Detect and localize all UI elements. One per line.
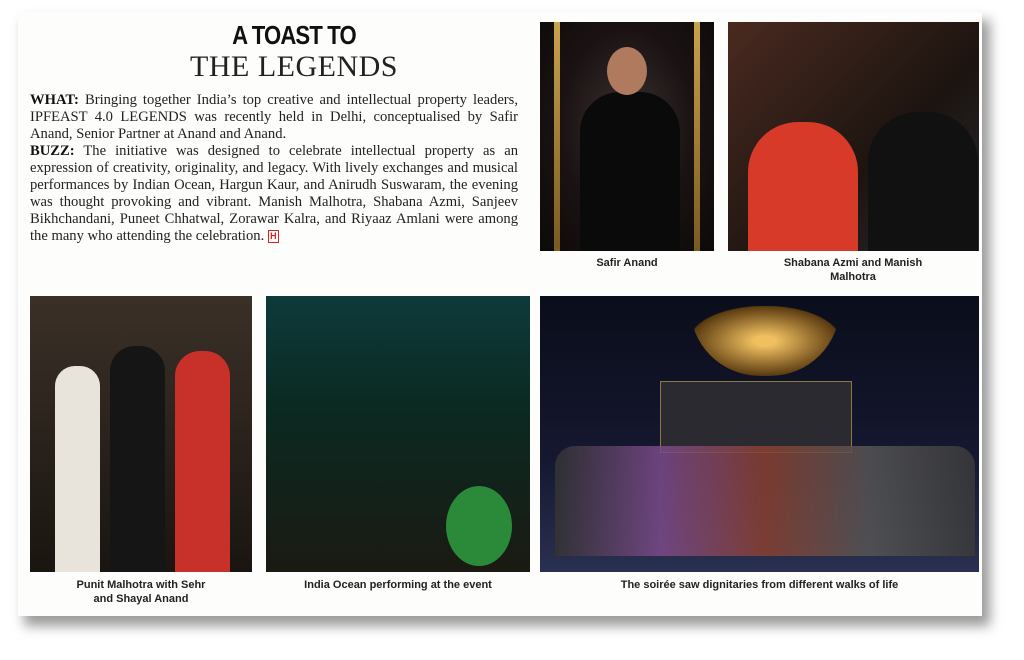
article-body [30, 92, 518, 245]
photo-indian-ocean [266, 296, 530, 572]
buzz-text: The initiative was designed to celebrate intellectual property as an expression of creativity, originality, and legacy. With lively exchanges and musical performances by Indian Ocean, Hargun Kaur, and Anirudh Suswaram, the evening was thought provoking and vibrant. Manish Malhotra, Shabana Azmi, Sanjeev Bikhchandani, Puneet Chhatwal, Zorawar Kalra, and Riyaaz Amlani were among the many who attending the celebration. [30, 143, 519, 244]
caption: Shabana Azmi and Manish Malhotra [783, 257, 923, 283]
caption: Punit Malhotra with Sehr and Shayal Anand [76, 579, 206, 605]
caption: The soirée saw dignitaries from different walks of life [620, 579, 899, 591]
buzz-label: BUZZ: [30, 143, 75, 159]
photo-punit-sehr-shayal [30, 296, 252, 572]
end-mark-icon: H [268, 230, 279, 243]
headline-line-1: A TOAST TO [232, 20, 356, 50]
what-text: Bringing together India’s top creative and intellectual property leaders, IPFEAST 4.0 LEGENDS was recently held in Delhi, conceptualised by Safir Anand, Senior Partner at Anand and Anand. [30, 92, 518, 142]
caption: India Ocean performing at the event [304, 579, 492, 591]
photo-safir-anand [540, 22, 714, 251]
magazine-page [18, 12, 982, 616]
what-label: WHAT: [30, 92, 79, 108]
headline-line-2: THE LEGENDS [190, 50, 398, 83]
caption: Safir Anand [596, 257, 658, 269]
photo-shabana-manish [728, 22, 979, 251]
photo-soiree-stage [540, 296, 979, 572]
